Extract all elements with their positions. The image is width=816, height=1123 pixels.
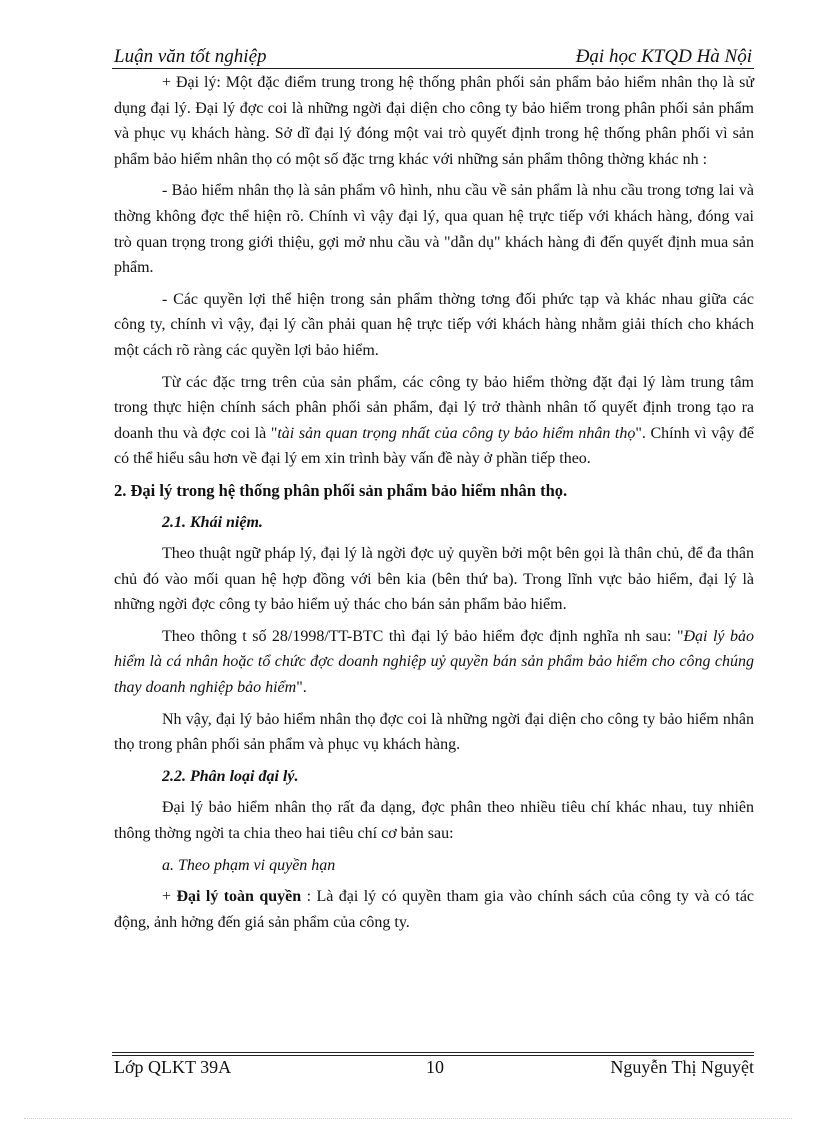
- paragraph-circular: [114, 624, 754, 701]
- page-header: [114, 46, 752, 68]
- paragraph-intangible: - Bảo hiểm nhân thọ là sản phẩm vô hình, nhu cầu về sản phẩm là nhu cầu trong tơng lai và thờng không đợc thể hiện rõ. Chính vì vậy đại lý, qua quan hệ trực tiếp với khách hàng, đóng vai trò quan trọng trong giới thiệu, gợi mở nhu cầu và "dẫn dụ" khách hàng đi đến quyết định mua sản phẩm.: [114, 182, 754, 277]
- page-footer: [114, 1057, 754, 1079]
- page-body: [114, 70, 754, 941]
- paragraph-summary: Nh vậy, đại lý bảo hiểm nhân thọ đợc coi là những ngời đại diện cho công ty bảo hiểm nhân thọ trong phân phối sản phẩm và phục vụ khách hàng.: [114, 710, 754, 754]
- page-number: 10: [426, 1057, 444, 1077]
- paragraph-definition: Theo thuật ngữ pháp lý, đại lý là ngời đợc uỷ quyền bởi một bên gọi là thân chủ, để đa thân chủ đó vào mối quan hệ hợp đồng với bên kia (bên thứ ba). Trong lĩnh vực bảo hiểm, đại lý là những ngời đợc công ty bảo hiểm uỷ thác cho bán sản phẩm bảo hiểm.: [114, 545, 754, 614]
- footer-author: Nguyễn Thị Nguyệt: [610, 1057, 754, 1077]
- footer-class: Lớp QLKT 39A: [114, 1057, 232, 1077]
- footer-rule-bottom: [112, 1055, 754, 1056]
- paragraph-agent-center: [114, 370, 754, 472]
- paragraph-classification: Đại lý bảo hiểm nhân thọ rất đa dạng, đợc phân theo nhiều tiêu chí khác nhau, tuy nhiên thông thờng ngời ta chia theo hai tiêu chí cơ bản sau:: [114, 799, 754, 843]
- page-edge-dotted-line: [24, 1118, 792, 1119]
- footer-rule-top: [112, 1052, 754, 1053]
- subsection-heading-2-1: 2.1. Khái niệm.: [162, 513, 263, 531]
- paragraph-circular-tail: ".: [296, 679, 307, 697]
- paragraph-circular-quote: Đại lý bảo hiểm là cá nhân hoặc tổ chức đợc doanh nghiệp uỷ quyền bán sản phẩm bảo hiểm cho công chúng thay doanh nghiệp bảo hiểm: [114, 627, 754, 697]
- paragraph-circular-text: Theo thông t số 28/1998/TT-BTC thì đại lý bảo hiểm đợc định nghĩa nh sau: ": [162, 627, 684, 645]
- paragraph-full-authority-agent: [114, 884, 754, 935]
- full-authority-description: : Là đại lý có quyền tham gia vào chính sách của công ty và có tác động, ảnh hởng đến giá sản phẩm của công ty.: [114, 888, 755, 931]
- header-rule: [112, 68, 754, 69]
- criterion-a-label: a. Theo phạm vi quyền hạn: [162, 856, 336, 874]
- full-authority-term: Đại lý toàn quyền: [176, 888, 302, 906]
- paragraph-agent-center-text: Từ các đặc trng trên của sản phẩm, các công ty bảo hiểm thờng đặt đại lý làm trung tâm trong thực hiện chính sách phân phối sản phẩm, đại lý trở thành nhân tố quyết định trong tạo ra doanh thu và đợc coi là ": [114, 373, 754, 442]
- full-authority-prefix: +: [162, 888, 177, 906]
- subsection-heading-2-2: 2.2. Phân loại đại lý.: [162, 767, 299, 785]
- header-university: Đại học KTQD Hà Nội: [575, 46, 752, 67]
- paragraph-agent-intro: + Đại lý: Một đặc điểm trung trong hệ thống phân phối sản phẩm bảo hiểm nhân thọ là sử dụng đại lý. Đại lý đợc coi là những ngời đại diện cho công ty bảo hiểm trong phân phối sản phẩm và phục vụ khách hàng. Sở dĩ đại lý đóng một vai trò quyết định trong hệ thống phân phối vì sản phẩm bảo hiểm nhân thọ có một số đặc trng khác với những sản phẩm thông thờng khác nh :: [114, 74, 754, 168]
- paragraph-agent-center-italic: tài sản quan trọng nhất của công ty bảo hiểm nhân thọ: [277, 424, 636, 442]
- paragraph-agent-center-tail: ". Chính vì vậy để có thể hiểu sâu hơn về đại lý em xin trình bày vấn đề này ở phần tiếp theo.: [114, 424, 755, 468]
- header-thesis-title: Luận văn tốt nghiệp: [114, 46, 267, 67]
- section-heading-2: 2. Đại lý trong hệ thống phân phối sản phẩm bảo hiểm nhân thọ.: [114, 480, 568, 500]
- paragraph-benefits: - Các quyền lợi thể hiện trong sản phẩm thờng tơng đối phức tạp và khác nhau giữa các công ty, chính vì vậy, đại lý cần phải quan hệ trực tiếp với khách hàng nhằm giải thích cho khách một cách rõ ràng các quyền lợi bảo hiểm.: [114, 290, 754, 359]
